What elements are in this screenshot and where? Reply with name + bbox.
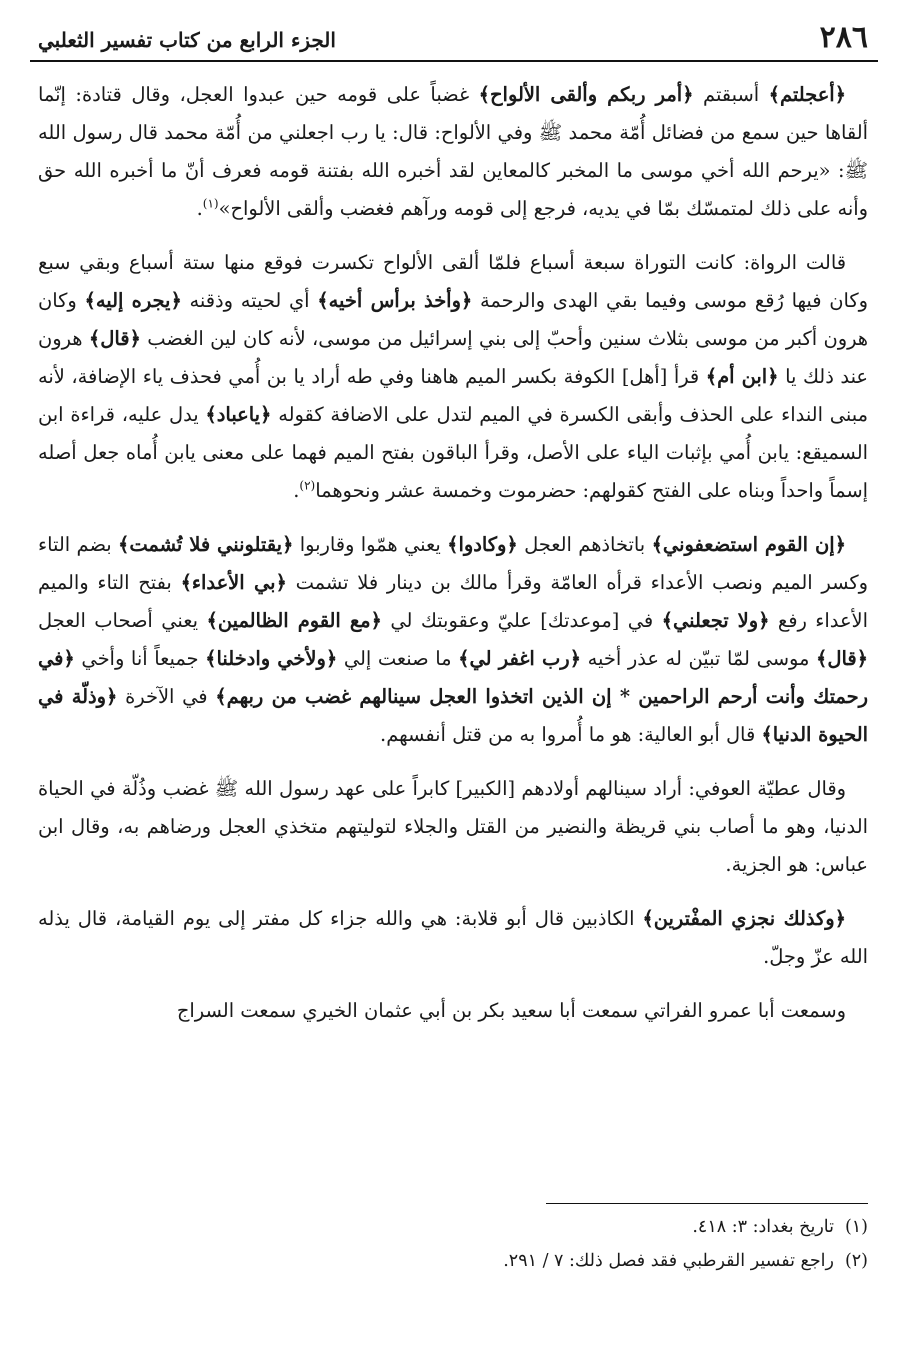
text-run: وسمعت أبا عمرو الفراتي سمعت أبا سعيد بكر بن أبي عثمان الخيري سمعت السراج — [176, 999, 846, 1022]
text-run: يعني أصحاب العجل — [38, 609, 207, 632]
page-number: ٢٨٦ — [819, 20, 868, 55]
quran-quote: ﴿ياعباد﴾ — [205, 403, 272, 426]
quran-quote: ﴿بي الأعداء﴾ — [180, 571, 287, 594]
footnote-reference: (٢) — [299, 478, 316, 493]
text-run: . — [196, 197, 203, 220]
quran-quote: ﴿مع القوم الظالمين﴾ — [206, 609, 382, 632]
body-paragraph — [38, 900, 868, 976]
body-paragraph — [38, 244, 868, 510]
footnote-rule — [546, 1203, 868, 1204]
quran-quote: ﴿وكادوا﴾ — [447, 533, 518, 556]
quran-quote: ﴿أمر ربكم وألقى الألواح﴾ — [478, 83, 694, 106]
footnote-text: راجع تفسير القرطبي فقد فصل ذلك: ٧ / ٢٩١. — [503, 1251, 834, 1271]
text-run: جميعاً أنا وأخي — [74, 647, 206, 670]
text-run: في الآخرة — [117, 685, 216, 708]
text-run: هرون عند ذلك يا — [38, 327, 869, 388]
text-run: باتخاذهم العجل — [517, 533, 652, 556]
body-paragraph — [38, 526, 868, 754]
quran-quote: ﴿يقتلونني فلا تُشمت﴾ — [118, 533, 294, 556]
text-run: موسى لمّا تبيّن له عذر أخيه — [580, 647, 817, 670]
quran-quote: ﴿وذلّة في الحيوة الدنيا﴾ — [38, 685, 868, 746]
text-run: وقال عطيّة العوفي: أراد سينالهم أولادهم [الكبير] كابراً على عهد رسول الله ﷺ غضب وذُلّة في الحياة الدنيا، وهو ما أصاب بني قريظة والنضير من القتل والجلاء لتوليتهم متخذي العجل ورضاهم به، وقال ابن عباس: هو الجزية. — [38, 777, 868, 876]
header-rule — [30, 60, 878, 62]
body-paragraph — [38, 992, 868, 1030]
quran-quote: ﴿وكذلك نجزي المفْترين﴾ — [642, 907, 846, 930]
text-run: وكان هرون أكبر من موسى بثلاث سنين وأحبّ إلى بني إسرائيل من موسى، لأنه كان لين الغضب — [38, 289, 868, 350]
quran-quote: ﴿قال﴾ — [816, 647, 869, 670]
text-run: أسبقتم — [693, 83, 769, 106]
footnote-number: (١) — [844, 1217, 868, 1237]
quran-quote: ﴿أعجلتم﴾ — [768, 83, 847, 106]
footnote-text: تاريخ بغداد: ٣: ٤١٨. — [692, 1217, 834, 1237]
running-title: الجزء الرابع من كتاب تفسير الثعلبي — [38, 28, 336, 52]
footnote-reference: (١) — [202, 196, 219, 211]
quran-quote: ﴿في رحمتك وأنت أرحم الراحمين * إن الذين اتخذوا العجل سينالهم غضب من ربهم﴾ — [38, 647, 868, 708]
text-run: يعني همّوا وقاربوا — [293, 533, 448, 556]
footnote-number: (٢) — [844, 1251, 868, 1271]
text-run: يدل عليه، قراءة ابن السميقع: يابن أُمي بإثبات الياء على الأصل، وقرأ الباقون بفتح الميم فهما على معنى يابن أُماه جعل أصله إسماً واحداً وبناه على الفتح كقولهم: حضرموت وخمسة عشر ونحوهما — [38, 403, 868, 502]
text-run: الكاذبين قال أبو قلابة: هي والله جزاء كل مفتر إلى يوم القيامة، قال يذله الله عزّ وجلّ. — [38, 907, 868, 968]
quran-quote: ﴿ولأخي وادخلنا﴾ — [205, 647, 338, 670]
text-run: غضباً على قومه حين عبدوا العجل، وقال قتادة: إنّما ألقاها حين سمع من فضائل أُمّة محمد ﷺ وفي الألواح: قال: يا رب اجعلني من أُمّة محمد قال رسول الله ﷺ: «يرحم الله أخي موسى ما المخبر كالمعاين لقد أخبره الله بفتنة قومه فعرف أنّ ما أخبره الله حق وأنه على ذلك لمتمسّك بمّا في يديه، فرجع إلى قومه ورآهم فغضب وألقى الألواح» — [38, 83, 868, 220]
quran-quote: ﴿قال﴾ — [88, 327, 141, 350]
text-run: قرأ [أهل] الكوفة بكسر الميم هاهنا وفي طه أراد يا بن أُمي فحذف ياء الإضافة، لأنه مبنى النداء على الحذف وأبقى الكسرة في الميم لتدل على الاضافة كقوله — [38, 365, 868, 426]
text-run: أي لحيته وذقنه — [181, 289, 318, 312]
quran-quote: ﴿وأخذ برأس أخيه﴾ — [317, 289, 473, 312]
footnotes — [40, 1210, 868, 1278]
quran-quote: ﴿رب اغفر لي﴾ — [458, 647, 581, 670]
quran-quote: ﴿ولا تجعلني﴾ — [661, 609, 770, 632]
body-paragraph — [38, 770, 868, 884]
quran-quote: ﴿ابن أم﴾ — [705, 365, 779, 388]
quran-quote: ﴿يجره إليه﴾ — [84, 289, 182, 312]
text-run: قال أبو العالية: هو ما أُمروا به من قتل أنفسهم. — [380, 723, 762, 746]
page-body — [38, 76, 868, 1046]
footnote — [40, 1244, 868, 1278]
text-run: في [موعدتك] عليّ وعقوبتك لي — [381, 609, 662, 632]
text-run: بضم التاء وكسر الميم ونصب الأعداء قرأه العامّة وقرأ مالك بن دينار فلا تشمت — [38, 533, 868, 594]
footnote — [40, 1210, 868, 1244]
page-header — [30, 18, 878, 62]
text-run: . — [293, 479, 300, 502]
text-run: قالت الرواة: كانت التوراة سبعة أسباع فلمّا ألقى الألواح تكسرت فوقع منها ستة أسباع وبقي سبع وكان فيها رُقع موسى وفيما بقي الهدى والرحمة — [38, 251, 868, 312]
text-run: بفتح التاء والميم الأعداء رفع — [38, 571, 868, 632]
text-run: ما صنعت إلي — [337, 647, 459, 670]
body-paragraph — [38, 76, 868, 228]
quran-quote: ﴿إن القوم استضعفوني﴾ — [651, 533, 846, 556]
